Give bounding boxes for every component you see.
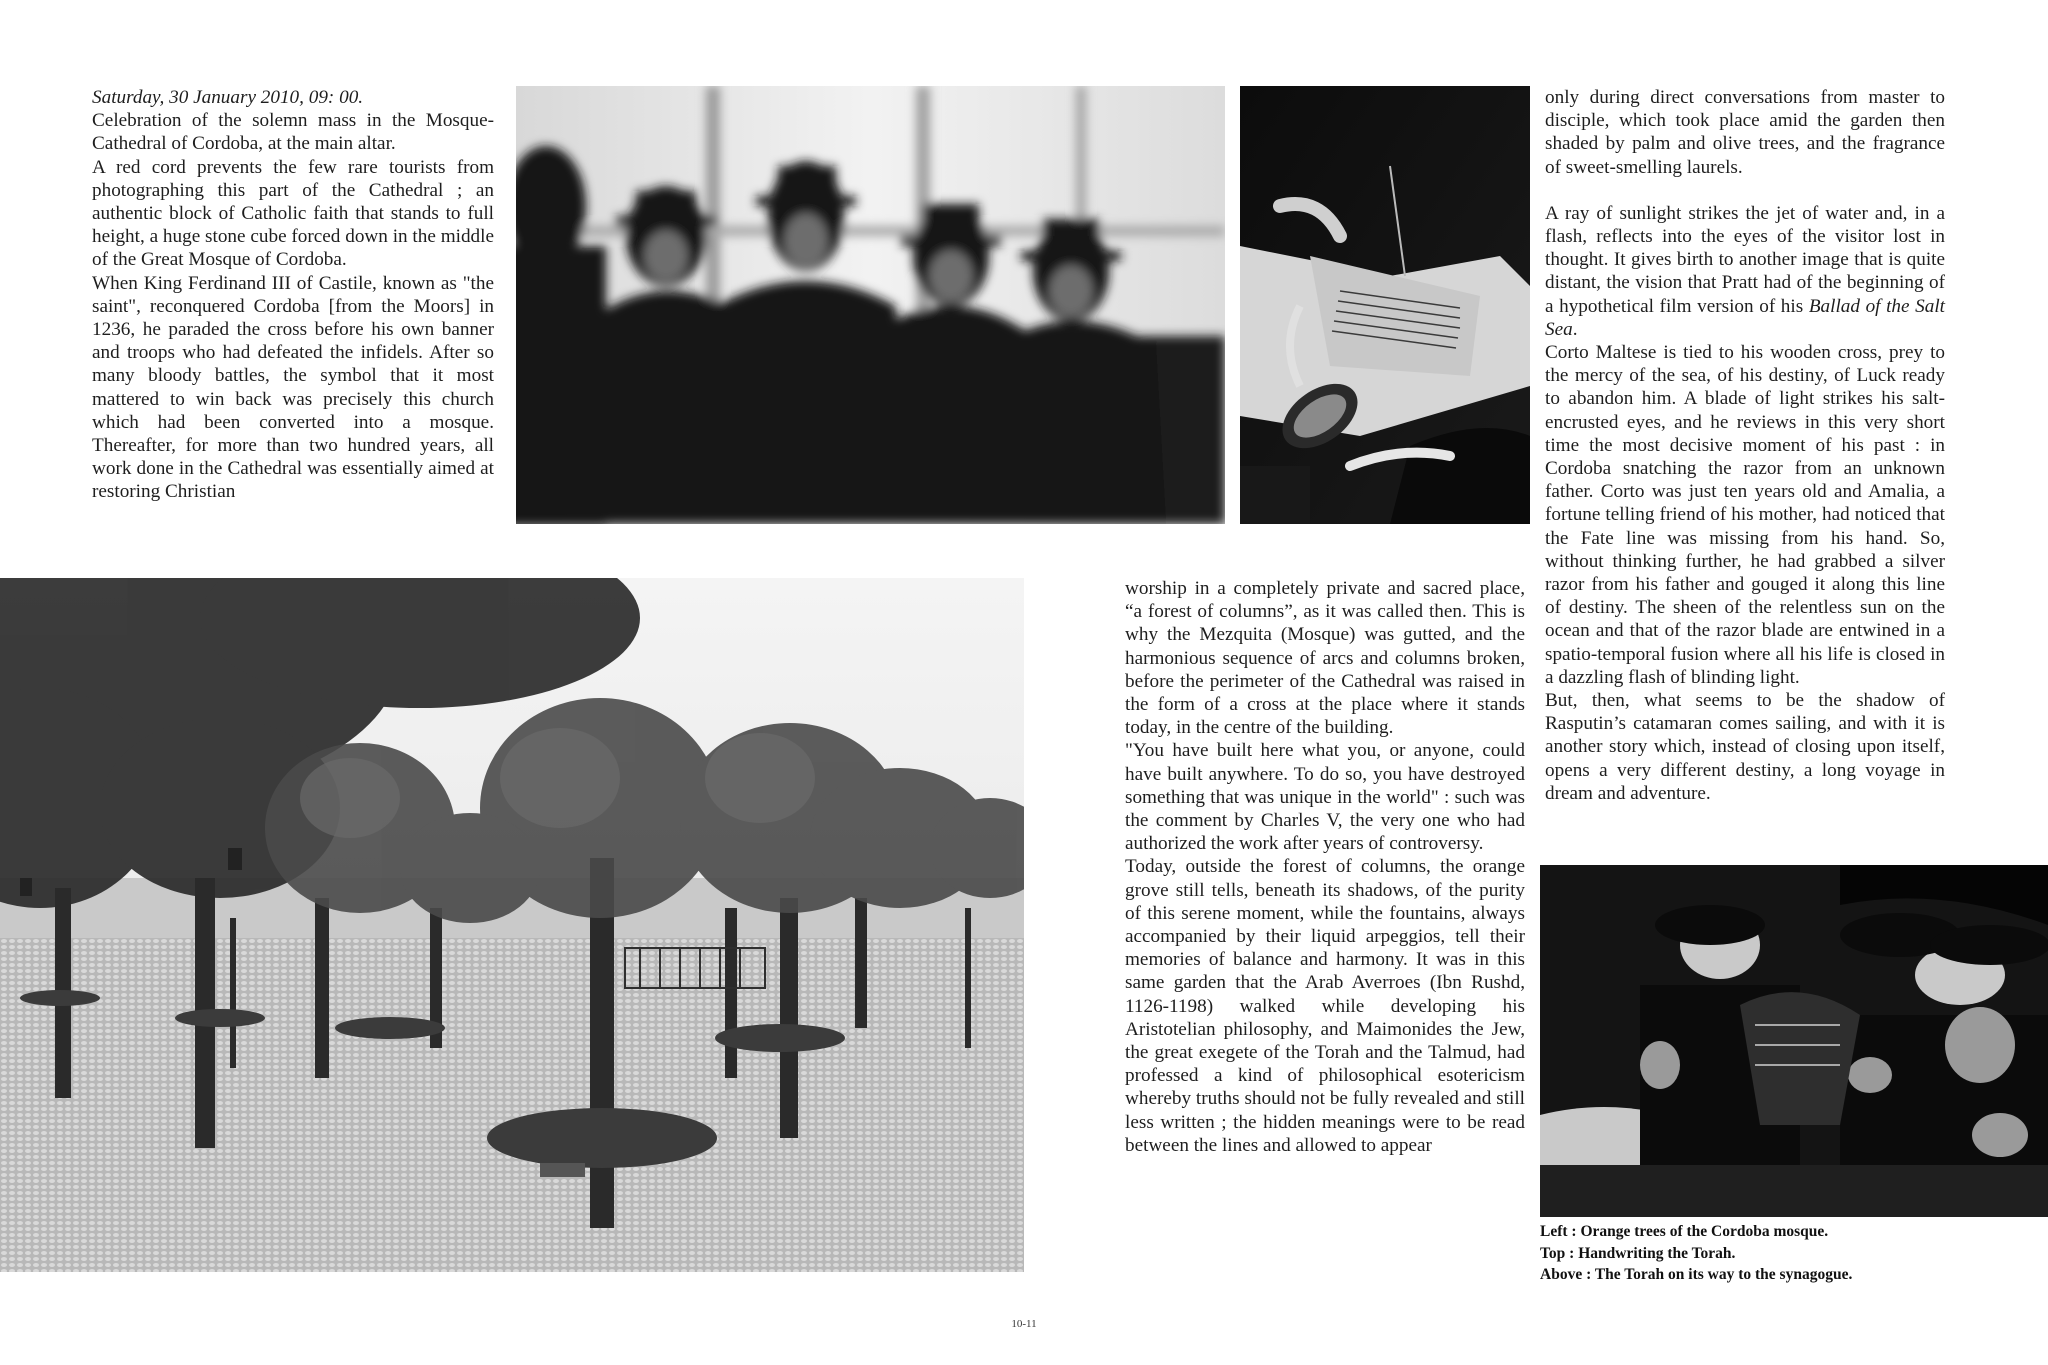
caption-line: Top : Handwriting the Torah. (1540, 1244, 1736, 1262)
paragraph: When King Ferdinand III of Castile, known as "the saint", reconquered Cordoba [from the Moors] in 1236, he paraded the cross before his own banner and troops who had defeated the infidels. After so many bloody battles, the symbol that it most mattered to win back was precisely this church which had been converted into a mosque. Thereafter, for more than two hundred years, all work done in the Cathedral was essentially aimed at restoring Christian (92, 272, 494, 503)
photo-orange-trees (0, 578, 1024, 1272)
paragraph (1545, 202, 1945, 341)
paragraph: only during direct conversations from master to disciple, which took place amid the garden then shaded by palm and olive trees, and the fragrance of sweet-smelling laurels. (1545, 87, 1945, 178)
caption-line: Above : The Torah on its way to the synagogue. (1540, 1266, 1853, 1283)
paragraph: "You have built here what you, or anyone, could have built anywhere. To do so, you have destroyed something that was unique in the world" : such was the comment by Charles V, the very one who had authorized the work after years of controversy. (1125, 740, 1525, 855)
photo-torah-procession (1540, 865, 2048, 1217)
paragraph: Today, outside the forest of columns, the orange grove still tells, beneath its shadows, of the purity of this serene moment, while the fountains, always accompanied by their liquid arpeggios, tell their memories of balance and harmony. It was in this same garden that the Arab Averroes (Ibn Rushd, 1126-1198) walked while developing his Aristotelian philosophy, and Maimonides the Jew, the great exegete of the Torah and the Talmud, had professed a kind of philosophical esotericism whereby truths should not be fully revealed and still less written ; the hidden meanings were to be read between the lines and allowed to appear (1125, 856, 1525, 1156)
column-1-text (92, 86, 494, 504)
paragraph: Corto Maltese is tied to his wooden cross, prey to the mercy of the sea, of his destiny, of Luck ready to abandon him. A blade of light strikes his salt-encrusted eyes, and he reviews in this very short time the most decisive moment of his past : in Cordoba snatching the razor from an unknown father. Corto was just ten years old and Amalia, a fortune telling friend of his mother, had noticed that the Fate line was missing from his hand. So, without thinking further, he had grabbed a silver razor from his father and gouged it along this line of destiny. The sheen of the relentless sun on the ocean and that of the razor blade are entwined in a spatio-temporal fusion where all his life is closed in a dazzling flash of blinding light. (1545, 342, 1945, 688)
column-3-text (1545, 86, 1945, 805)
photo-rabbis (516, 86, 1225, 524)
photo-captions (1540, 1221, 1960, 1286)
paragraph: Celebration of the solemn mass in the Mosque-Cathedral of Cordoba, at the main altar. (92, 110, 494, 155)
paragraph: A red cord prevents the few rare tourists from photographing this part of the Cathedral ; an authentic block of Catholic faith that stands to full height, a huge stone cube forced down in the middle of the Great Mosque of Cordoba. (92, 156, 494, 271)
photo-torah-handwriting (1240, 86, 1530, 524)
paragraph-text: A ray of sunlight strikes the jet of water and, in a flash, reflects into the eyes of the visitor lost in thought. It gives birth to another image that is quite distant, the vision that Pratt had of the beginning of a hypothetical film version of his (1545, 202, 1945, 317)
column-2-text (1125, 577, 1525, 1157)
paragraph: But, then, what seems to be the shadow of Rasputin’s catamaran comes sailing, and with it is another story which, instead of closing upon itself, opens a very different destiny, a long voyage in dream and adventure. (1545, 690, 1945, 804)
book-title: Ballad of the Salt Sea (1545, 295, 1945, 340)
page-number: 10-11 (1011, 1318, 1037, 1330)
caption-line: Left : Orange trees of the Cordoba mosque. (1540, 1223, 1829, 1240)
dateline: Saturday, 30 January 2010, 09: 00. (92, 87, 364, 108)
paragraph: worship in a completely private and sacred place, “a forest of columns”, as it was called then. This is why the Mezquita (Mosque) was gutted, and the harmonious sequence of arcs and columns broken, before the perimeter of the Cathedral was raised in the form of a cross at the place where it stands today, in the centre of the building. (1125, 578, 1525, 739)
paragraph-text: . (1572, 318, 1578, 340)
